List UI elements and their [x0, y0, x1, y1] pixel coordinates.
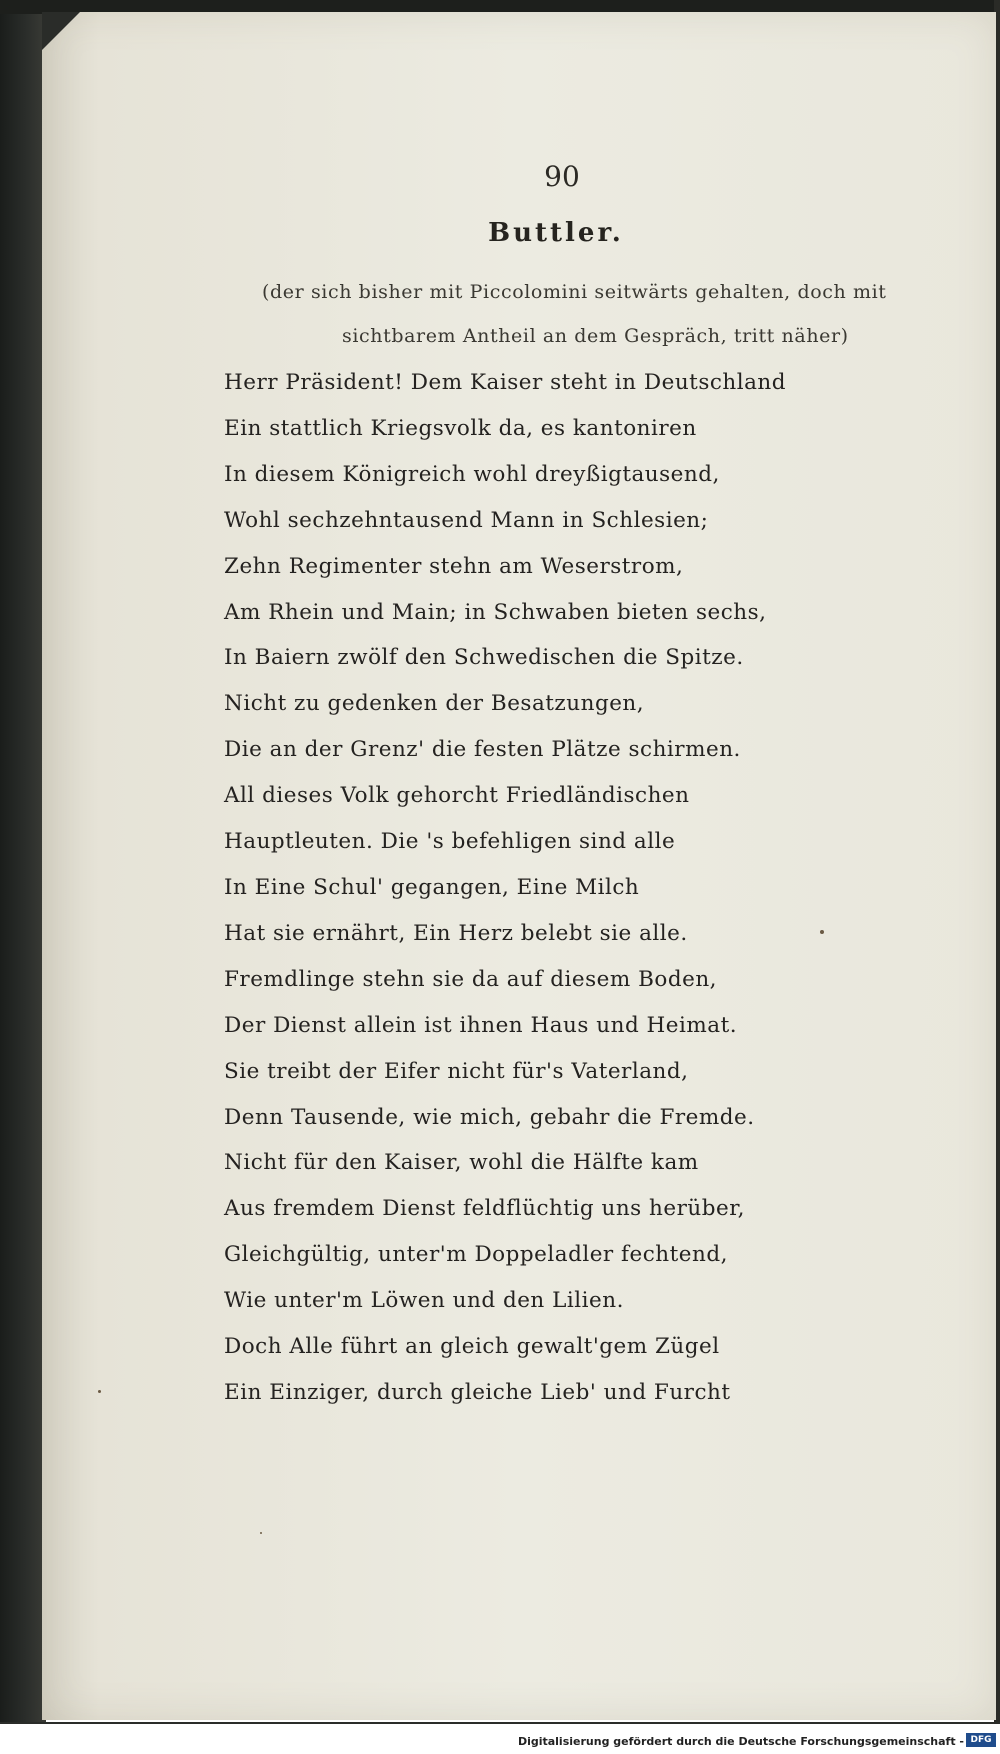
verse-line: Der Dienst allein ist ihnen Haus und Heimat.	[224, 1012, 738, 1038]
verse-line: Aus fremdem Dienst feldflüchtig uns herüber,	[224, 1196, 745, 1222]
verse-line: Herr Präsident! Dem Kaiser steht in Deutschland	[224, 370, 787, 395]
page-corner-fold	[42, 12, 80, 50]
verse-line: Ein stattlich Kriegsvolk da, es kantoniren	[224, 415, 697, 441]
verse-line: Nicht für den Kaiser, wohl die Hälfte kam	[224, 1150, 699, 1176]
dfg-logo: DFG	[966, 1733, 996, 1747]
verse-line: Zehn Regimenter stehn am Weserstrom,	[224, 553, 684, 579]
verse-line: Hauptleuten. Die 's befehligen sind alle	[224, 829, 676, 855]
verse-line: In Eine Schul' gegangen, Eine Milch	[224, 874, 640, 900]
verse-line: Fremdlinge stehn sie da auf diesem Boden,	[224, 966, 718, 992]
paper-speck	[260, 1532, 262, 1534]
stage-direction	[262, 270, 912, 358]
verse-line: Am Rhein und Main; in Schwaben bieten sechs,	[224, 599, 767, 625]
verse-line: Wie unter'm Löwen und den Lilien.	[224, 1288, 624, 1314]
paper-speck	[820, 930, 824, 934]
verse-line: All dieses Volk gehorcht Friedländischen	[224, 783, 690, 809]
book-binding-edge	[0, 0, 46, 1722]
paper-speck	[98, 1390, 101, 1393]
speaker-name: Buttler.	[488, 218, 624, 248]
verse-line: In Baiern zwölf den Schwedischen die Spitze.	[224, 645, 744, 671]
verse-line: Denn Tausende, wie mich, gebahr die Fremde.	[224, 1104, 755, 1130]
verse-line: Gleichgültig, unter'm Doppeladler fechtend,	[224, 1242, 728, 1268]
verse-line: Wohl sechzehntausend Mann in Schlesien;	[224, 507, 709, 533]
verse-line: Nicht zu gedenken der Besatzungen,	[224, 691, 645, 717]
verse-line: Ein Einziger, durch gleiche Lieb' und Furcht	[224, 1379, 731, 1405]
verse-line: Die an der Grenz' die festen Plätze schirmen.	[224, 737, 741, 763]
verse-line: Doch Alle führt an gleich gewalt'gem Zügel	[224, 1334, 720, 1360]
verse-line: Sie treibt der Eifer nicht für's Vaterland,	[224, 1058, 689, 1084]
verse-line: In diesem Königreich wohl dreyßigtausend,	[224, 461, 720, 487]
stage-direction-line: (der sich bisher mit Piccolomini seitwärts gehalten, doch mit	[262, 281, 887, 303]
page-number: 90	[544, 160, 580, 193]
verse-text	[224, 360, 964, 1416]
digitization-credit: Digitalisierung gefördert durch die Deutsche Forschungsgemeinschaft -	[517, 1735, 964, 1748]
stage-direction-line: sichtbarem Antheil an dem Gespräch, tritt näher)	[342, 325, 849, 347]
verse-line: Hat sie ernährt, Ein Herz belebt sie alle.	[224, 920, 688, 946]
